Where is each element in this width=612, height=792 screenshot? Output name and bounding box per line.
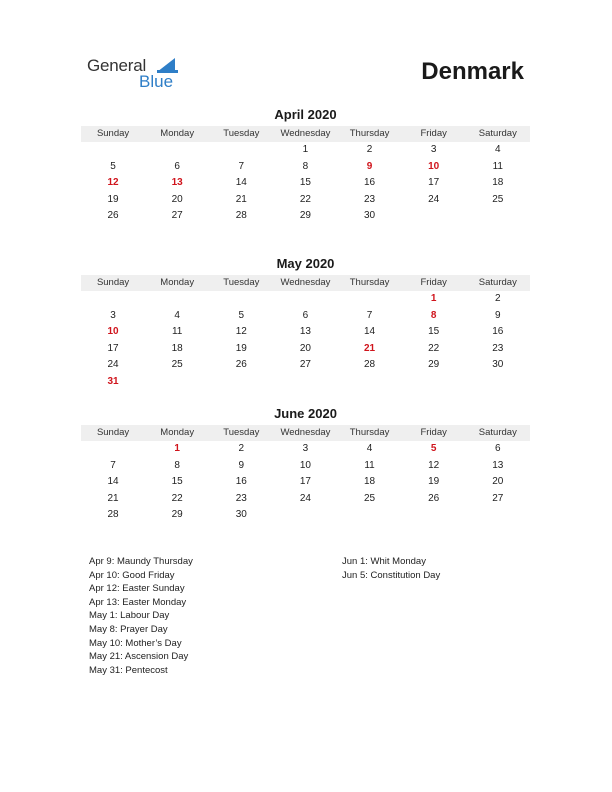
holiday-entry: May 1: Labour Day xyxy=(89,610,170,622)
date-cell: 22 xyxy=(428,342,440,354)
date-cell: 27 xyxy=(171,210,183,222)
date-cell: 26 xyxy=(107,210,119,222)
calendar-may xyxy=(81,256,530,391)
date-cell xyxy=(209,291,273,308)
weekday-label: Sunday xyxy=(96,427,130,438)
week-row xyxy=(81,507,530,524)
week-row xyxy=(81,491,530,508)
weekday-label: Sunday xyxy=(96,277,130,288)
date-cell: 5 xyxy=(238,309,245,321)
weekday-label: Tuesday xyxy=(223,128,260,139)
holiday-date: 13 xyxy=(171,177,183,189)
date-cell: 2 xyxy=(366,144,373,155)
date-cell xyxy=(338,507,402,524)
calendar-june xyxy=(81,406,530,524)
week-row xyxy=(81,175,530,192)
weekday-label: Thursday xyxy=(349,128,390,139)
date-cell: 24 xyxy=(107,359,119,371)
date-cell: 3 xyxy=(302,443,309,454)
date-cell: 15 xyxy=(171,476,183,488)
holiday-list-left xyxy=(89,555,193,677)
date-cell: 23 xyxy=(364,193,376,205)
date-cell: 4 xyxy=(495,144,501,155)
holiday-entry: May 10: Mother’s Day xyxy=(89,637,182,649)
date-cell: 26 xyxy=(235,359,247,371)
date-cell: 20 xyxy=(299,342,311,354)
weekday-label: Friday xyxy=(420,427,447,438)
holiday-entry: Jun 1: Whit Monday xyxy=(342,556,426,567)
holiday-entry: Apr 9: Maundy Thursday xyxy=(89,556,193,567)
date-cell: 29 xyxy=(171,509,183,521)
date-cell: 27 xyxy=(492,492,504,504)
generalblue-logo xyxy=(87,56,187,92)
date-cell: 12 xyxy=(428,459,440,471)
weekday-label: Tuesday xyxy=(223,427,260,438)
holiday-entry: Apr 10: Good Friday xyxy=(89,569,175,581)
date-cell: 9 xyxy=(238,459,245,471)
date-cell: 5 xyxy=(110,160,116,172)
week-row xyxy=(81,142,530,159)
date-cell: 12 xyxy=(235,326,247,338)
date-cell xyxy=(466,507,530,524)
date-cell: 19 xyxy=(107,193,119,205)
weekday-label: Thursday xyxy=(349,427,390,438)
weekday-header-row xyxy=(81,425,530,441)
date-cell xyxy=(145,291,209,308)
weekday-label: Wednesday xyxy=(280,277,331,288)
date-cell xyxy=(81,441,145,458)
date-cell: 4 xyxy=(174,309,180,321)
date-cell xyxy=(402,507,466,524)
calendar-april xyxy=(81,107,530,225)
date-cell: 4 xyxy=(366,443,373,454)
week-row xyxy=(81,458,530,475)
date-cell: 17 xyxy=(299,476,311,488)
holiday-date: 10 xyxy=(428,160,440,172)
date-cell: 8 xyxy=(302,160,309,172)
date-cell: 13 xyxy=(299,326,311,338)
date-cell: 24 xyxy=(299,492,311,504)
date-cell: 16 xyxy=(235,476,247,488)
weekday-label: Thursday xyxy=(349,277,390,288)
holiday-entry: Apr 12: Easter Sunday xyxy=(89,583,185,595)
weekday-header-row xyxy=(81,275,530,291)
date-cell: 6 xyxy=(174,160,180,172)
date-cell: 26 xyxy=(428,492,440,504)
week-row xyxy=(81,474,530,491)
date-cell: 16 xyxy=(364,177,376,189)
week-row xyxy=(81,441,530,458)
date-cell: 30 xyxy=(492,359,504,371)
date-cell xyxy=(338,374,402,391)
date-cell: 27 xyxy=(299,359,311,371)
date-cell xyxy=(81,142,145,159)
date-cell: 25 xyxy=(171,359,183,371)
date-cell: 18 xyxy=(364,476,376,488)
date-cell: 30 xyxy=(235,509,247,521)
date-cell xyxy=(81,291,145,308)
date-cell: 21 xyxy=(107,492,119,504)
date-cell xyxy=(402,208,466,225)
date-cell xyxy=(209,374,273,391)
week-row xyxy=(81,324,530,341)
week-row xyxy=(81,159,530,176)
date-cell: 2 xyxy=(238,443,245,454)
weekday-label: Monday xyxy=(160,128,195,139)
date-cell: 19 xyxy=(235,342,247,354)
weekday-label: Wednesday xyxy=(280,128,331,139)
holiday-date: 8 xyxy=(430,309,437,321)
weekday-label: Wednesday xyxy=(280,427,331,438)
date-cell: 22 xyxy=(299,193,311,205)
date-cell: 11 xyxy=(364,459,375,471)
week-row xyxy=(81,357,530,374)
date-cell: 6 xyxy=(495,443,501,454)
holiday-entry: Jun 5: Constitution Day xyxy=(342,569,441,581)
date-cell: 29 xyxy=(299,210,311,222)
weekday-label: Monday xyxy=(160,277,195,288)
week-row xyxy=(81,308,530,325)
holiday-entry: May 8: Prayer Day xyxy=(89,623,168,635)
date-cell: 6 xyxy=(302,309,309,321)
date-cell: 7 xyxy=(366,309,373,321)
date-cell: 20 xyxy=(171,193,183,205)
date-cell xyxy=(338,291,402,308)
date-cell: 13 xyxy=(492,459,504,471)
date-cell: 18 xyxy=(171,342,183,354)
date-cell: 11 xyxy=(492,160,503,172)
date-cell: 20 xyxy=(492,476,504,488)
date-cell xyxy=(402,374,466,391)
date-cell: 28 xyxy=(235,210,247,222)
holiday-list-right xyxy=(342,555,440,582)
holiday-entry: Apr 13: Easter Monday xyxy=(89,596,187,608)
date-cell: 25 xyxy=(492,193,504,205)
weekday-label: Sunday xyxy=(96,128,130,139)
holiday-date: 5 xyxy=(430,443,437,454)
weekday-label: Saturday xyxy=(478,427,517,438)
month-title: June 2020 xyxy=(274,406,337,421)
date-cell: 28 xyxy=(364,359,376,371)
holiday-date: 10 xyxy=(107,326,119,338)
weekday-label: Saturday xyxy=(478,128,517,139)
date-cell xyxy=(466,374,530,391)
logo-general-text: General xyxy=(87,56,147,75)
date-cell: 3 xyxy=(430,144,437,155)
date-cell: 7 xyxy=(238,160,245,172)
date-cell: 23 xyxy=(235,492,247,504)
week-row xyxy=(81,374,530,391)
date-cell xyxy=(145,374,209,391)
date-cell: 9 xyxy=(495,309,501,321)
date-cell: 10 xyxy=(299,459,311,471)
date-cell: 15 xyxy=(299,177,311,189)
date-cell: 29 xyxy=(428,359,440,371)
weekday-label: Monday xyxy=(160,427,195,438)
weekday-label: Friday xyxy=(420,128,447,139)
weekday-label: Friday xyxy=(420,277,447,288)
holiday-date: 21 xyxy=(364,342,376,354)
holiday-date: 9 xyxy=(366,160,373,172)
date-cell: 14 xyxy=(107,476,119,488)
date-cell: 19 xyxy=(428,476,440,488)
date-cell xyxy=(273,291,337,308)
week-row xyxy=(81,192,530,209)
date-cell xyxy=(273,507,337,524)
weekday-label: Tuesday xyxy=(223,277,260,288)
date-cell xyxy=(145,142,209,159)
date-cell: 1 xyxy=(302,144,309,155)
date-cell: 15 xyxy=(428,326,440,338)
date-cell: 21 xyxy=(235,193,247,205)
date-cell: 28 xyxy=(107,509,119,521)
date-cell: 24 xyxy=(428,193,440,205)
country-title: Denmark xyxy=(421,58,524,85)
holiday-entry: May 21: Ascension Day xyxy=(89,651,189,663)
holiday-date: 12 xyxy=(107,177,119,189)
date-cell: 3 xyxy=(110,309,116,321)
date-cell: 2 xyxy=(495,293,501,304)
date-cell: 25 xyxy=(364,492,376,504)
date-cell: 30 xyxy=(364,210,376,222)
date-cell: 18 xyxy=(492,177,504,189)
month-title: May 2020 xyxy=(276,256,335,271)
holiday-entry: May 31: Pentecost xyxy=(89,664,168,676)
date-cell: 22 xyxy=(171,492,183,504)
week-row xyxy=(81,208,530,225)
date-cell: 17 xyxy=(107,342,119,354)
logo-blue-text: Blue xyxy=(139,72,174,91)
date-cell: 16 xyxy=(492,326,504,338)
holiday-date: 31 xyxy=(107,375,119,387)
week-row xyxy=(81,341,530,358)
date-cell: 23 xyxy=(492,342,504,354)
weekday-header-row xyxy=(81,126,530,142)
week-row xyxy=(81,291,530,308)
date-cell: 17 xyxy=(428,177,440,189)
holiday-date: 1 xyxy=(174,443,180,454)
date-cell xyxy=(273,374,337,391)
holiday-date: 1 xyxy=(430,293,437,304)
date-cell: 14 xyxy=(364,326,376,338)
month-title: April 2020 xyxy=(274,107,337,122)
date-cell xyxy=(466,208,530,225)
date-cell: 14 xyxy=(235,177,247,189)
date-cell: 11 xyxy=(171,326,183,338)
date-cell: 7 xyxy=(110,459,116,471)
weekday-label: Saturday xyxy=(478,277,517,288)
date-cell: 8 xyxy=(174,459,180,471)
date-cell xyxy=(209,142,273,159)
